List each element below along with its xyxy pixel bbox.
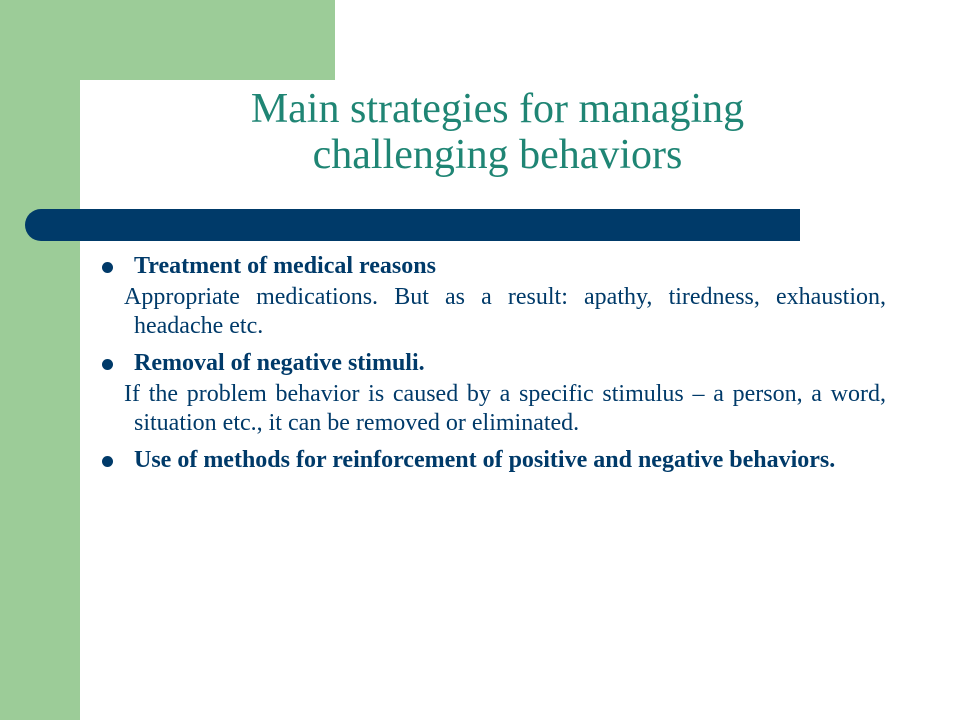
bullet-heading: Removal of negative stimuli.	[134, 350, 425, 376]
bullet-item-stimuli	[96, 349, 886, 378]
bullet-dot-icon	[102, 262, 113, 273]
bullet-heading: Treatment of medical reasons	[134, 253, 436, 279]
bullet-item-medical	[96, 252, 886, 281]
bullet-heading: Use of methods for reinforcement of positive and negative behaviors.	[134, 447, 836, 473]
bullet-description: If the problem behavior is caused by a specific stimulus – a person, a word, situation etc., it can be removed or eliminated.	[124, 381, 886, 436]
bullet-description: Appropriate medications. But as a result: apathy, tiredness, exhaustion, headache etc.	[124, 284, 886, 339]
bullet-dot-icon	[102, 456, 113, 467]
title-divider-bar	[25, 209, 800, 241]
green-sidebar-decoration	[0, 0, 80, 720]
rounded-corner-decoration	[80, 80, 160, 160]
title-line-1: Main strategies for managing	[250, 86, 745, 132]
slide-title	[170, 86, 825, 178]
title-line-2: challenging behaviors	[312, 132, 683, 178]
bullet-list	[96, 252, 886, 475]
green-top-decoration	[0, 0, 335, 80]
bullet-item-reinforcement	[96, 446, 886, 475]
bullet-dot-icon	[102, 359, 113, 370]
